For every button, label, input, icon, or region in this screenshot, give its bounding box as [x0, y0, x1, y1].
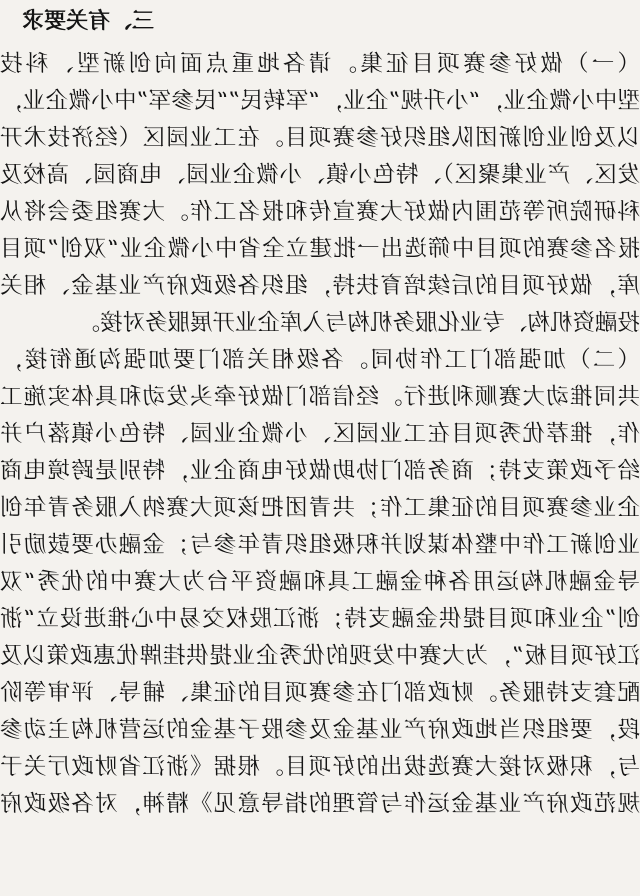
text-line: 发区、产业集聚区）、特色小镇、小微企业园、电商园、高校及 — [0, 162, 640, 188]
text-line: 以及创业创新团队组织好参赛项目。在工业园区（经济技术开 — [0, 125, 640, 151]
text-line: 投融资机构、专业化服务机构与入库企业开展服务对接。 — [77, 310, 640, 336]
text-line: （一）做好参赛项目征集。请各地重点面向创新型、科技 — [0, 51, 640, 77]
text-line: 共同推动大赛顺利进行。经信部门做好牵头发动和具体实施工 — [0, 384, 640, 410]
text-line: 规范政府产业基金运作与管理的指导意见》精神，对各级政府 — [0, 791, 640, 817]
text-line: 型中小微企业，“小升规”企业，“军转民”“民参军”中小微企业， — [0, 88, 640, 114]
text-line: 与，积极对接大赛选拔出的好项目。根据《浙江省财政厅关于 — [0, 754, 640, 780]
text-line: 作，推荐优秀项目在工业园区、小微企业园、特色小镇落户并 — [0, 421, 640, 447]
text-line: 导金融机构运用各种金融工具和融资平台为大赛中的优秀“双 — [0, 569, 640, 595]
text-line: 报名参赛的项目中筛选出一批建立全省中小微企业“双创”项目 — [0, 236, 640, 262]
text-line: 企业参赛项目的征集工作；共青团把该项大赛纳入服务青年创 — [0, 495, 640, 521]
body-text — [0, 46, 640, 823]
text-line: （二）加强部门工作协同。各级相关部门要加强沟通衔接， — [0, 347, 640, 373]
text-line: 给予政策支持；商务部门协助做好电商企业，特别是跨境电商 — [0, 458, 640, 484]
text-line: 配套支持服务。财政部门在参赛项目的征集、辅导、评审等阶 — [0, 680, 640, 706]
text-line: 创”企业和项目提供金融支持；浙江股权交易中心推进设立“浙 — [0, 606, 640, 632]
text-line: 段，要组织当地政府产业基金及参股子基金的运营机构主动参 — [0, 717, 640, 743]
text-line: 科研院所等范围内做好大赛宣传和报名工作。大赛组委会将从 — [0, 199, 640, 225]
text-line: 江好项目板”，为大赛中发现的优秀企业提供挂牌优惠政策以及 — [0, 643, 640, 669]
text-line: 库，做好项目的后续培育扶持，组织各级政府产业基金、相关 — [0, 273, 640, 299]
text-line: 业创新工作中整体谋划并积极组织青年参与；金融办要鼓励引 — [0, 532, 640, 558]
section-heading: 三、有关要求 — [22, 8, 155, 34]
